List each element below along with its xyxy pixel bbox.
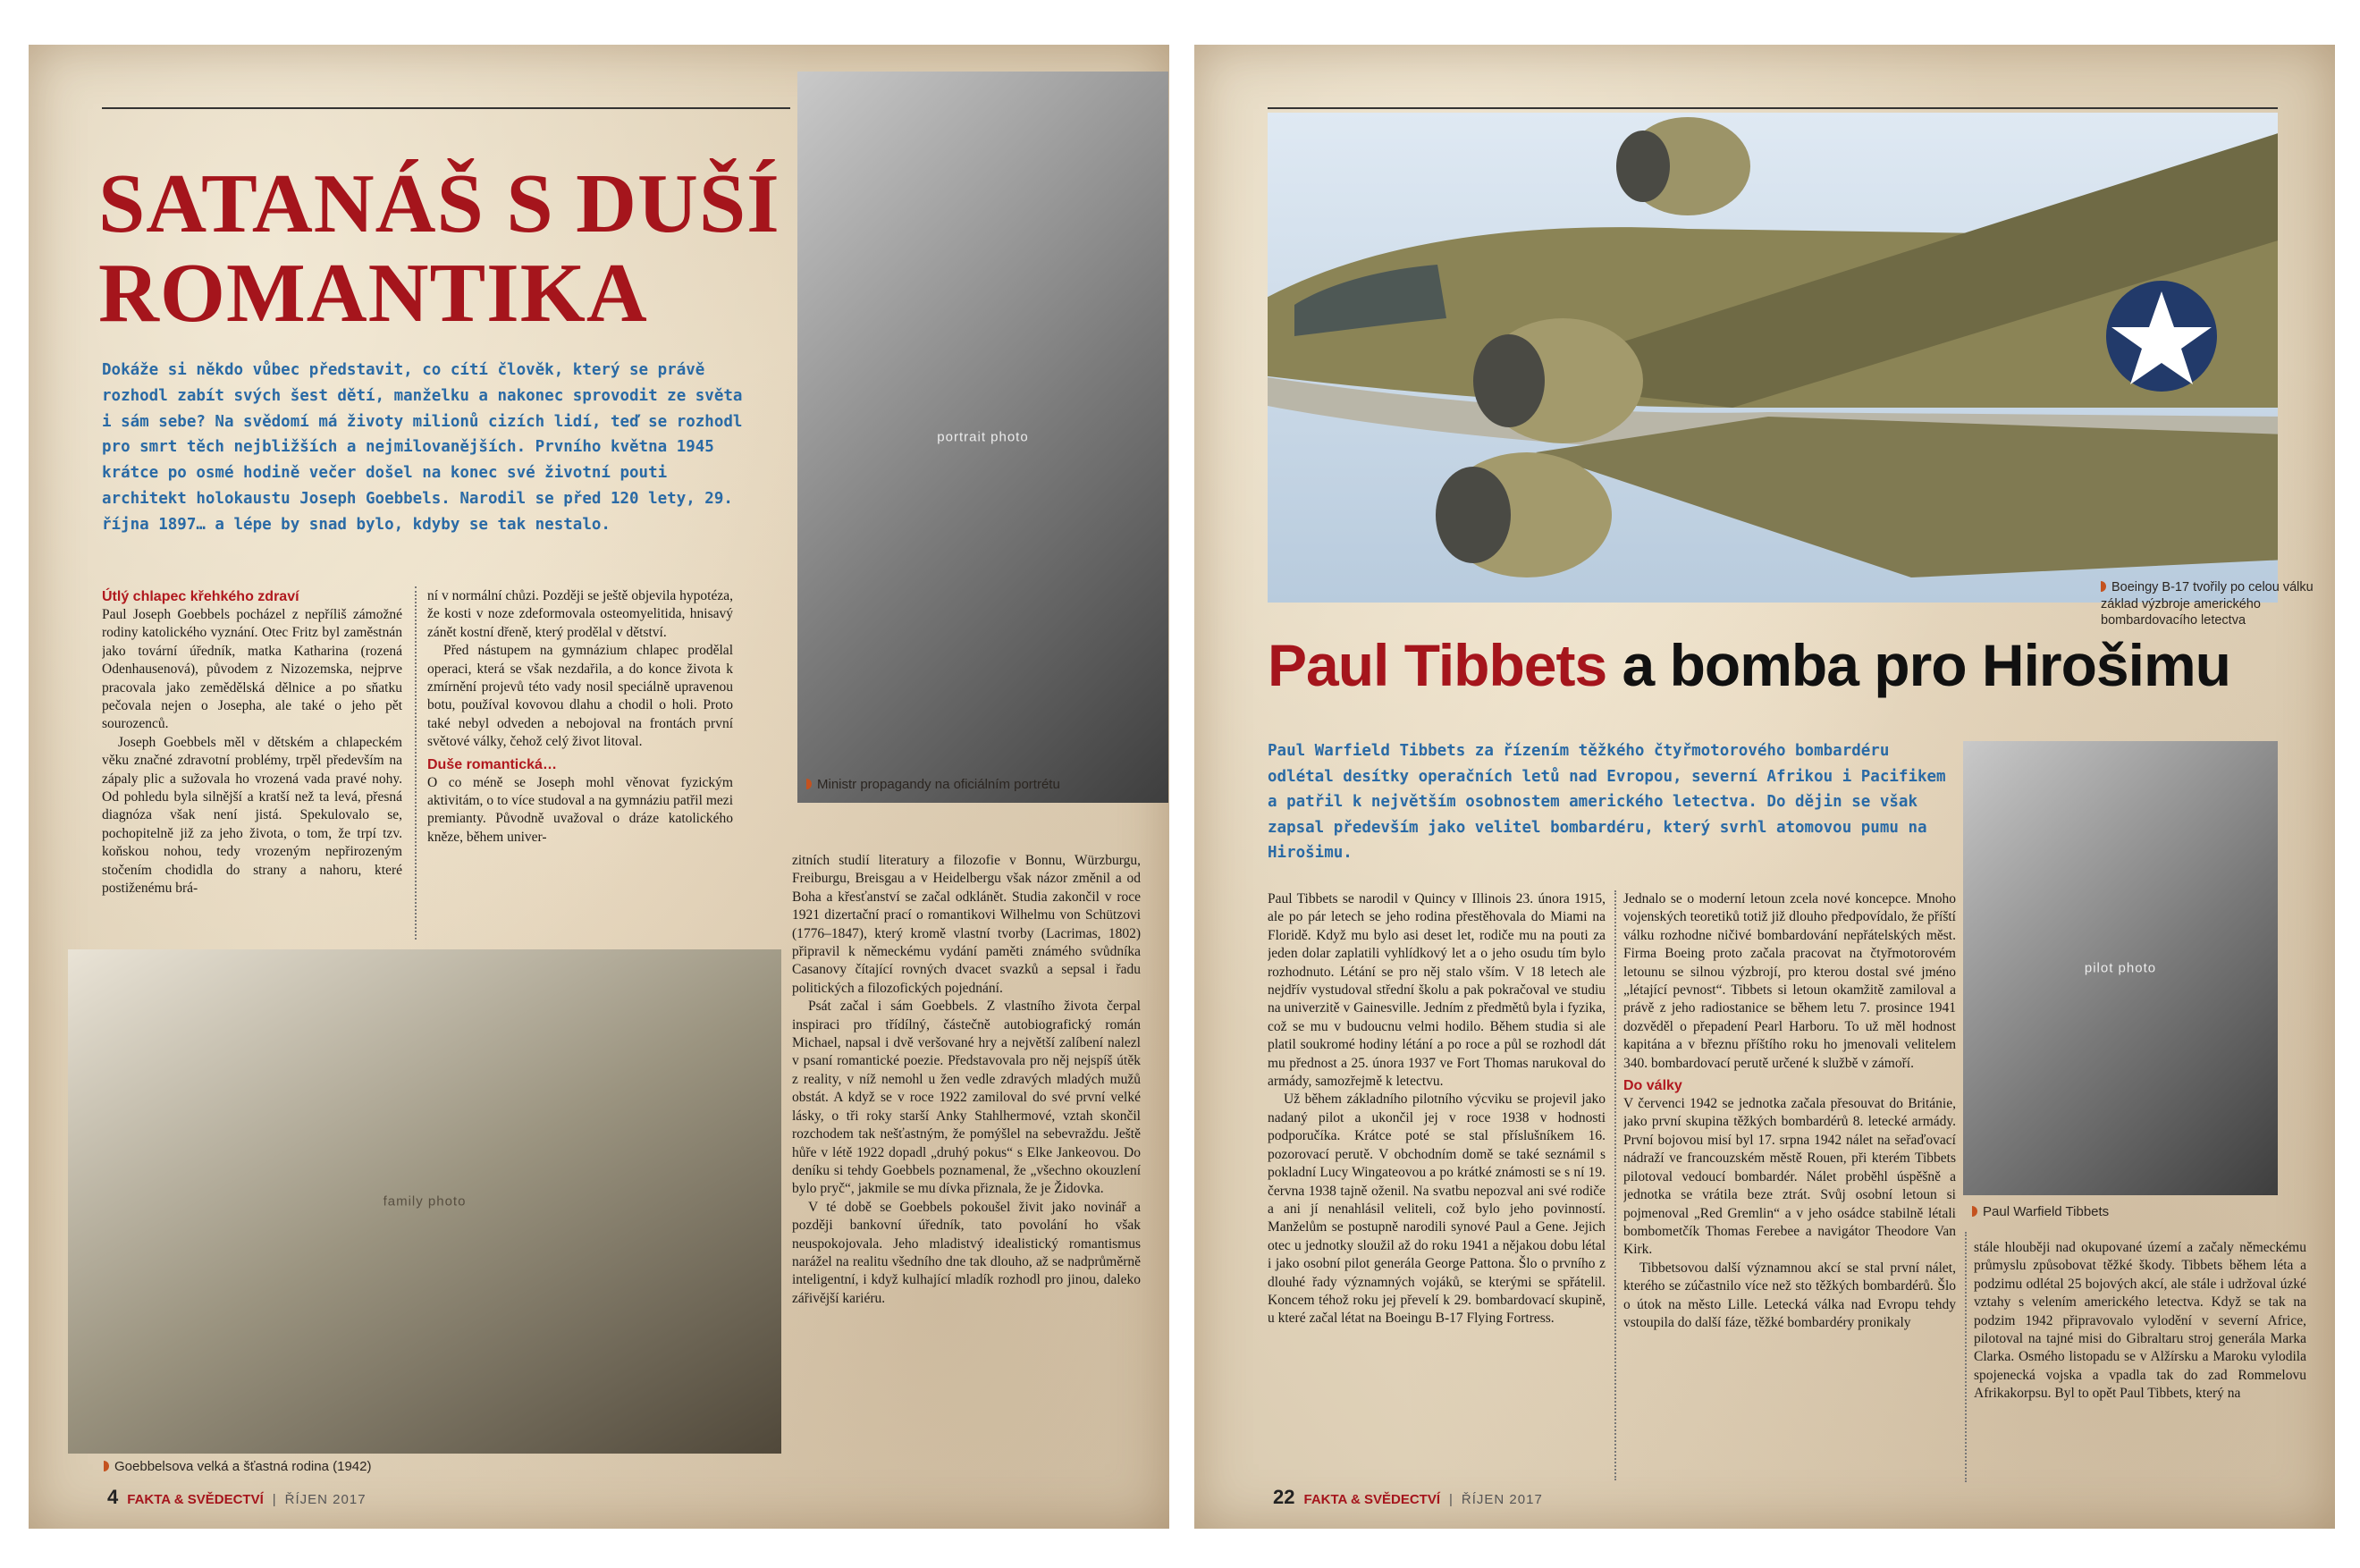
subhead-romantic-soul: Duše romantická… [427,756,557,772]
b17-illustration [1268,113,2278,603]
magazine-name: FAKTA & SVĚDECTVÍ [1303,1492,1440,1507]
paragraph: O co méně se Joseph mohl věnovat fyzickým aktivitám, o to více studoval a na gymnáziu patřil mezi premianty. Původně uvažoval o dráze katolického kněze, během univer- [427,774,733,845]
title-name: Paul Tibbets [1268,632,1607,698]
portrait-caption [806,776,1164,793]
portrait-photo-label: portrait photo [937,429,1029,445]
text-column-2 [1623,890,1956,1488]
text-column-1 [1268,890,1606,1488]
b17-bomber-photo [1268,113,2278,603]
pilot-caption-text: Paul Warfield Tibbets [1983,1204,2110,1219]
paragraph: ní v normální chůzi. Později se ještě objevila hypotéza, že kosti v noze zdeformovala osteomyelitida, hnisavý zánět kostní dřeně, který prodělal v dětství. [427,588,733,640]
portrait-photo [797,72,1168,803]
subhead-to-war: Do války [1623,1078,1682,1094]
text-column-3 [1974,1239,2306,1488]
paragraph: V červenci 1942 se jednotka začala přesouvat do Británie, jako první skupina těžkých bombardérů 8. letecké armády. První bojovou misí byl 17. srpna 1942 nálet na seřaďovací nádraží ve francouzském městě Rouen, při kterém Tibbets pilotoval vedoucí bombardér. Nálet proběhl úspěšně a jednotka se vrátila beze ztrát. Svůj osobní letoun si pojmenoval „Red Gremlin“ a v jeho osádce stabilně létali bombometčík Thomas Ferebee a navigátor Theodore Van Kirk. [1623,1096,1956,1258]
caption-bullet-icon [104,1461,109,1471]
family-photo-label: family photo [383,1193,467,1210]
pilot-photo-label: pilot photo [2084,960,2157,976]
footer-separator: | [1449,1492,1453,1507]
page-number: 22 [1273,1486,1295,1508]
title-rest: a bomba pro Hirošimu [1606,632,2230,698]
title-line-2: ROMANTIKA [98,247,648,340]
subhead-fragile-boy: Útlý chlapec křehkého zdraví [102,589,299,604]
paragraph: Psát začal i sám Goebbels. Z vlastního života čerpal inspiraci pro třídílný, částečně autobiografický román Michael, napsal i dvě veršované hry a největší zalíbení nalezl v psaní romantické poezie. Představovala pro něj nejspíš útěk z reality, v níž nemohl u žen vedle zdravých mladých mužů obstát. A když se v roce 1922 zamiloval do své první velké lásky, o tři roky starší Anky Stahlhermové, vztah skončil rozchodem tak nešťastným, že pomýšlel na sebevraždu. Ještě hůře v létě 1922 dopadl „druhý pokus“ s Elke Jankeovou. Do deníku si tehdy Goebbels poznamenal, že „všechno okouzlení bylo pryč“, jakmile se mu dívka přiznala, že je Židovka. [792,999,1141,1197]
top-rule [102,107,790,109]
caption-bullet-icon [2101,581,2106,592]
plane-caption [2101,579,2333,629]
title-line-1: SATANÁŠ S DUŠÍ [98,157,780,250]
pilot-photo [1963,741,2278,1195]
family-photo [68,949,781,1454]
text-column-1 [102,584,402,950]
text-column-2 [427,587,733,948]
top-rule [1268,107,2278,109]
paragraph: Jednalo se o moderní letoun zcela nové koncepce. Mnoho vojenských teoretiků totiž již dlouho předpovídalo, že příští válku rozhodne ničivé bombardování nepřátelských měst. Firma Boeing proto začala pracovat na čtyřmotorovém letounu se silnou výzbrojí, pro kterou dostal své jméno „létající pevnost“. Tibbets si letoun okamžitě zamiloval a právě z jeho radiostanice se během letu 7. prosince 1941 dozvěděl o přepadení Pearl Harboru. To už měl hodnost kapitána a v březnu příštího roku ho jmenovali velitelem 340. bombardovací perutě určené k službě v zámoří. [1623,891,1956,1071]
text-column-3 [792,852,1141,1487]
column-divider [415,586,417,940]
family-caption [104,1458,640,1475]
paragraph: zitních studií literatury a filozofie v Bonnu, Würzburgu, Freiburgu, Breisgau a v Heidelbergu však názor změnil a od Boha a křesťanství se začal odklánět. Studia zakončil v roce 1921 dizertační prací o romantikovi Wilhelmu von Schützovi (1776–1847), který kromě vlastní tvorby (Lacrimas, 1802) připravil k německému vydání paměti známého svůdníka Casanovy čítající rovných dvacet svazků a sepsal i řadu politických a filozofických pojednání. [792,853,1141,996]
article-lead: Paul Warfield Tibbets za řízením těžkého čtyřmotorového bombardéru odlétal desítky operačních letů nad Evropou, severní Afrikou i Pacifikem a patřil k největším osobnostem amerického letectva. Do dějin se však zapsal především jako velitel bombardéru, který svrhl atomovou pumu na Hirošimu. [1268,742,1946,863]
article-lead: Dokáže si někdo vůbec představit, co cítí člověk, který se právě rozhodl zabít svých šest dětí, manželku a nakonec sprovodit ze světa i sám sebe? Na svědomí má životy milionů cizích lidí, teď se rozhodl pro smrt těch nejbližších a nejmilovanějších. Prvního května 1945 krátce po osmé hodině večer došel na konec své životní pouti architekt holokaustu Joseph Goebbels. Narodil se před 120 lety, 29. října 1897… a lépe by snad bylo, kdyby se tak nestalo. [102,361,743,534]
column-divider [1965,1232,1967,1482]
article-title [98,159,780,338]
footer-separator: | [272,1492,276,1507]
article-title [1268,631,2230,699]
roundel [2106,281,2217,392]
portrait-caption-text: Ministr propagandy na oficiálním portrétu [817,777,1060,792]
paragraph: Joseph Goebbels měl v dětském a chlapeckém věku značné zdravotní problémy, trpěl především na zápaly plic a sužovala ho vrozená vada pravé nohy. Od pohledu byla silnější a kratší než ta levá, přesná diagnóza však není jistá. Spekulovalo se, pochopitelně již za jeho života, o tom, že trpí tzv. koňskou nohou, tedy vrozeným nepřirozeným stočením chodidla do strany a nahoru, které postiženému brá- [102,734,402,897]
issue-date: ŘÍJEN 2017 [1461,1492,1543,1507]
caption-bullet-icon [806,779,812,789]
paragraph: Tibbetsovou další významnou akcí se stal první nálet, kterého se zúčastnilo více než sto těžkých bombardérů. Šlo o útok na město Lille. Letecká válka nad Evropu tehdy vstoupila do další fáze, těžké bombardéry pronikaly [1623,1260,1956,1330]
page-footer [1273,1486,1543,1509]
family-caption-text: Goebbelsova velká a šťastná rodina (1942) [114,1459,372,1474]
issue-date: ŘÍJEN 2017 [284,1492,367,1507]
paragraph: Už během základního pilotního výcviku se projevil jako nadaný pilot a ukončil jej v roce 1938 v hodnosti podporučíka. Krátce poté se stal příslušníkem 16. pozorovací perutě. V obchodním domě se také seznámil s pokladní Lucy Wingateovou a po krátké známosti se s ní 19. června 1938 tajně oženil. Na svatbu nepozval ani své rodiče a ani jí nenahlásil veliteli, což bylo jeho povinností. Manželům se postupně narodili synové Paul a Gene. Jejich otec u jednotky sloužil až do roku 1941 a nějakou dobu létal i jako osobní pilot generála George Pattona. Šlo o prvního z dlouhé řady významných vojáků, se kterými se spřátelil. Koncem téhož roku jej převelí k 29. bombardovací skupině, u které začal létat na Boeingu B-17 Flying Fortress. [1268,1092,1606,1327]
paragraph: Před nástupem na gymnázium chlapec prodělal operaci, která se však nezdařila, a do konce života k zmírnění projevů této vady nosil speciálně upravenou botu, používal kovovou dlahu a chodil o holi. Proto také nebyl odveden a nebojoval na frontách první světové války, čehož celý život litoval. [427,643,733,750]
paragraph: Paul Joseph Goebbels pocházel z nepříliš zámožné rodiny katolického vyznání. Otec Fritz byl zaměstnán jako tovární úředník, matka Katharina (rozená Odenhausenová), původem z Nizozemska, nejprve pracovala jako zemědělská dělnice a po sňatku pečovala nejen o Josepha, ale také o jeho pět sourozenců. [102,607,402,732]
paragraph: stále hlouběji nad okupované území a začaly německému průmyslu způsobovat těžké škody. Tibbets během léta a podzimu odlétal 25 bojových akcí, ale stále i udržoval úzké vztahy s velením amerického letectva. Když se tak na podzim 1942 připravovalo vylodění v severní Africe, pilotoval na tajné misi do Gibraltaru stroj generála Marka Clarka. Osmého listopadu se v Alžírsku a Maroku vylodila spojenecká vojska a vpadla tak do zad Rommelovu Afrikakorpsu. Byl to opět Paul Tibbets, který na [1974,1240,2306,1402]
paragraph: Paul Tibbets se narodil v Quincy v Illinois 23. února 1915, ale po pár letech se jeho rodina přestěhovala do Miami na Floridě. Když mu bylo asi deset let, rodiče mu na pouti za jeden dolar zaplatili vyhlídkový let a o jeho osudu tím bylo rozhodnuto. Létání se pro něj stalo vším. V 18 letech ale nejdřív vystudoval střední školu a pak pokračoval ve studiu na univerzitě v Gainesville. Jedním z předmětů byla i fyzika, což se mu v budoucnu velmi hodilo. Během studia si ale platil soukromé hodiny létání a po roce a půl se rozhodl dát mu přednost a 25. února 1937 ve Fort Thomas narukoval do armády, samozřejmě k letectvu. [1268,891,1606,1090]
caption-bullet-icon [1972,1206,1977,1217]
plane-caption-text: Boeingy B-17 tvořily po celou válku základ výzbroje amerického bombardovacího letectva [2101,580,2314,628]
magazine-page-right [1194,45,2335,1529]
pilot-caption [1972,1203,2267,1220]
magazine-name: FAKTA & SVĚDECTVÍ [127,1492,264,1507]
page-number: 4 [107,1486,119,1508]
page-footer [107,1486,367,1509]
magazine-page-left [29,45,1169,1529]
column-divider [1614,890,1616,1480]
paragraph: V té době se Goebbels pokoušel živit jako novinář a později bankovní úředník, tato povolání ho však neuspokojovala. Jeho mladistvý idealistický romantismus narážel na realitu všedního dne tak dlouho, až se nadprůměrně inteligentní, i když kulhající mladík rozhodl pro jinou, daleko zářivější kariéru. [792,1199,1141,1306]
